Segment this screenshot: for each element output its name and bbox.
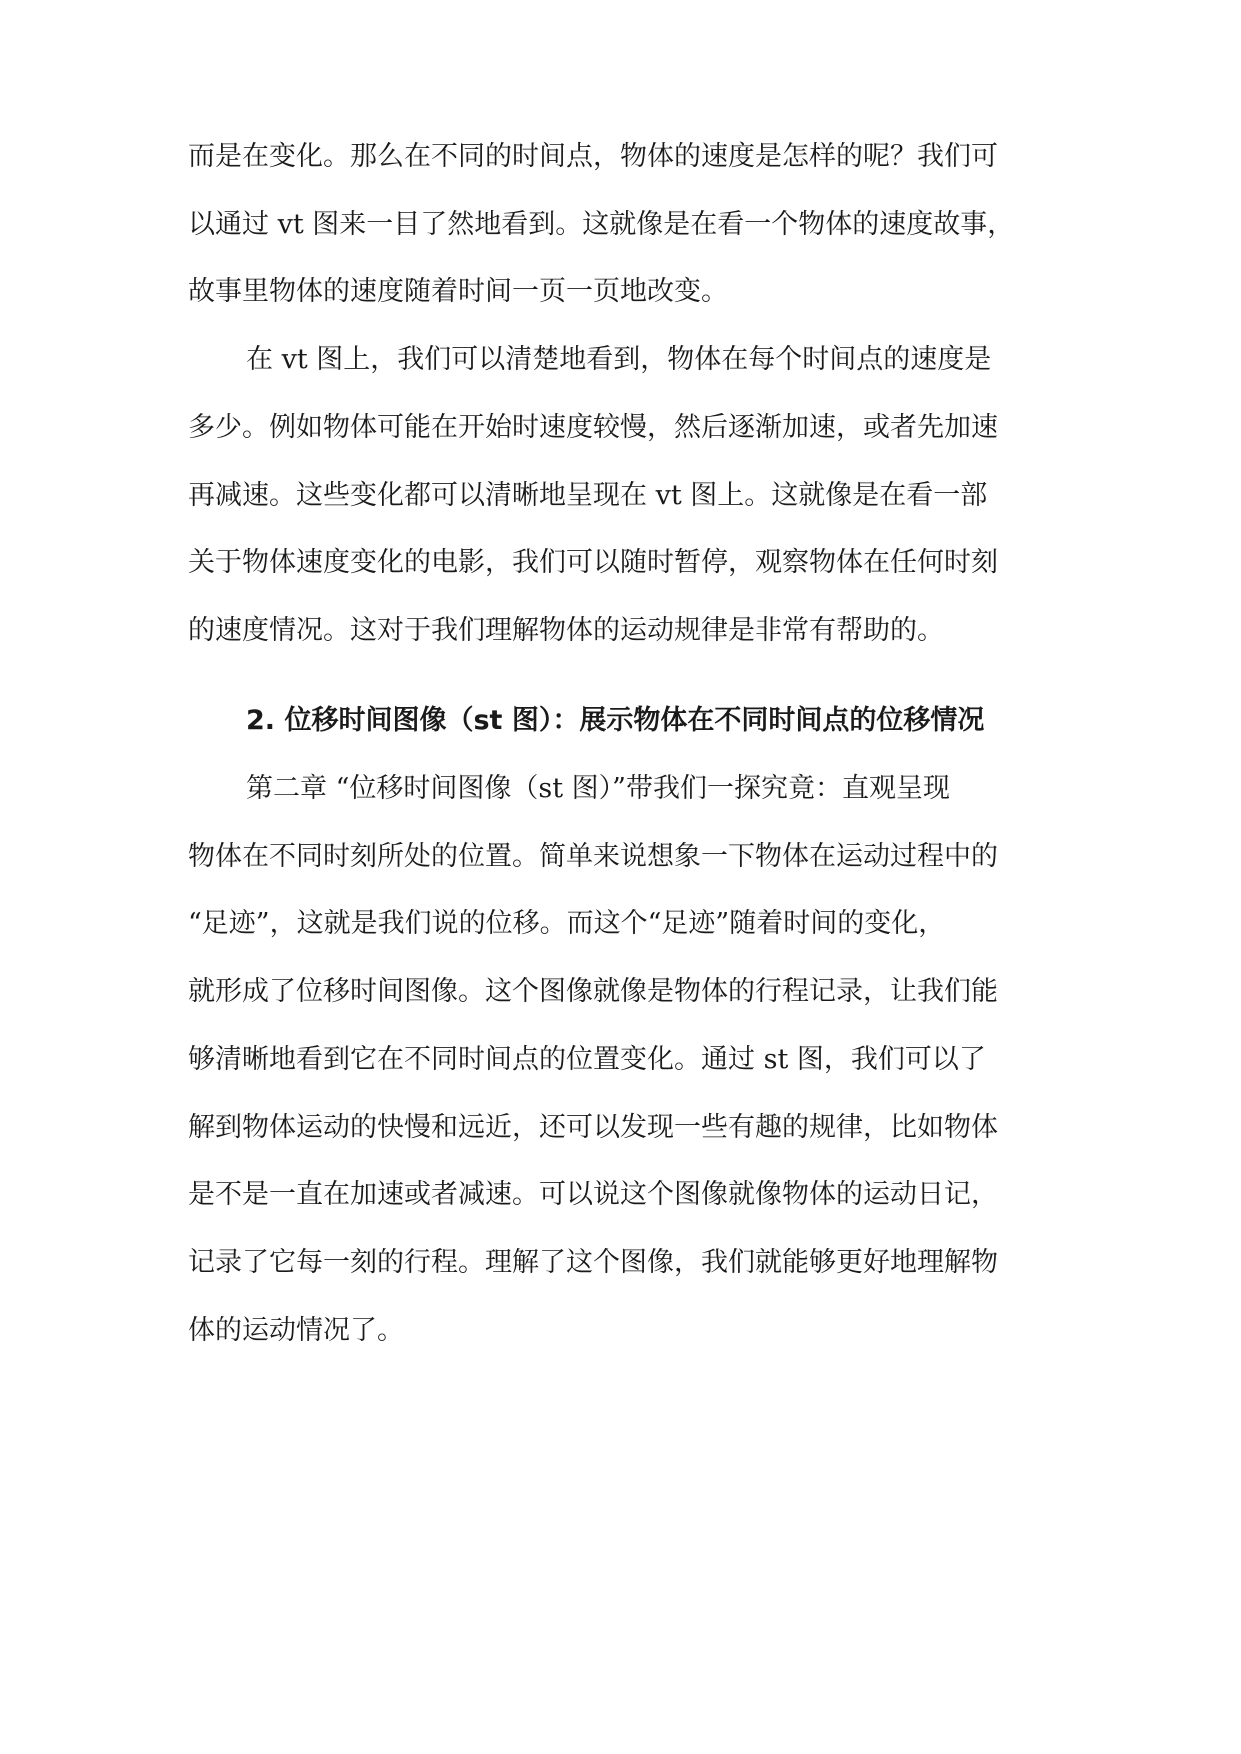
text-line: 以通过 vt 图来一目了然地看到。这就像是在看一个物体的速度故事， bbox=[188, 209, 1015, 240]
text-line: 解到物体运动的快慢和远近，还可以发现一些有趣的规律，比如物体 bbox=[188, 1112, 998, 1143]
text-line: “足迹”，这就是我们说的位移。而这个“足迹”随着时间的变化， bbox=[188, 908, 946, 939]
text-line: 关于物体速度变化的电影，我们可以随时暂停，观察物体在任何时刻 bbox=[188, 547, 998, 578]
text-line: 再减速。这些变化都可以清晰地呈现在 vt 图上。这就像是在看一部 bbox=[188, 480, 988, 511]
text-line: 就形成了位移时间图像。这个图像就像是物体的行程记录，让我们能 bbox=[188, 976, 998, 1007]
text-line: 记录了它每一刻的行程。理解了这个图像，我们就能够更好地理解物 bbox=[188, 1247, 998, 1278]
text-line: 够清晰地看到它在不同时间点的位置变化。通过 st 图，我们可以了 bbox=[188, 1044, 986, 1075]
text-line: 物体在不同时刻所处的位置。简单来说想象一下物体在运动过程中的 bbox=[188, 841, 998, 872]
text-line: 的速度情况。这对于我们理解物体的运动规律是非常有帮助的。 bbox=[188, 615, 944, 646]
section-heading: 2. 位移时间图像（st 图）：展示物体在不同时间点的位移情况 bbox=[246, 705, 985, 736]
text-line: 第二章 “位移时间图像（st 图）”带我们一探究竟：直观呈现 bbox=[246, 773, 950, 804]
text-line: 故事里物体的速度随着时间一页一页地改变。 bbox=[188, 276, 728, 307]
text-line: 在 vt 图上，我们可以清楚地看到，物体在每个时间点的速度是 bbox=[246, 344, 992, 375]
text-line: 而是在变化。那么在不同的时间点，物体的速度是怎样的呢？我们可 bbox=[188, 141, 998, 172]
text-line: 多少。例如物体可能在开始时速度较慢，然后逐渐加速，或者先加速 bbox=[188, 412, 998, 443]
text-line: 是不是一直在加速或者减速。可以说这个图像就像物体的运动日记， bbox=[188, 1179, 998, 1210]
text-line: 体的运动情况了。 bbox=[188, 1315, 404, 1346]
